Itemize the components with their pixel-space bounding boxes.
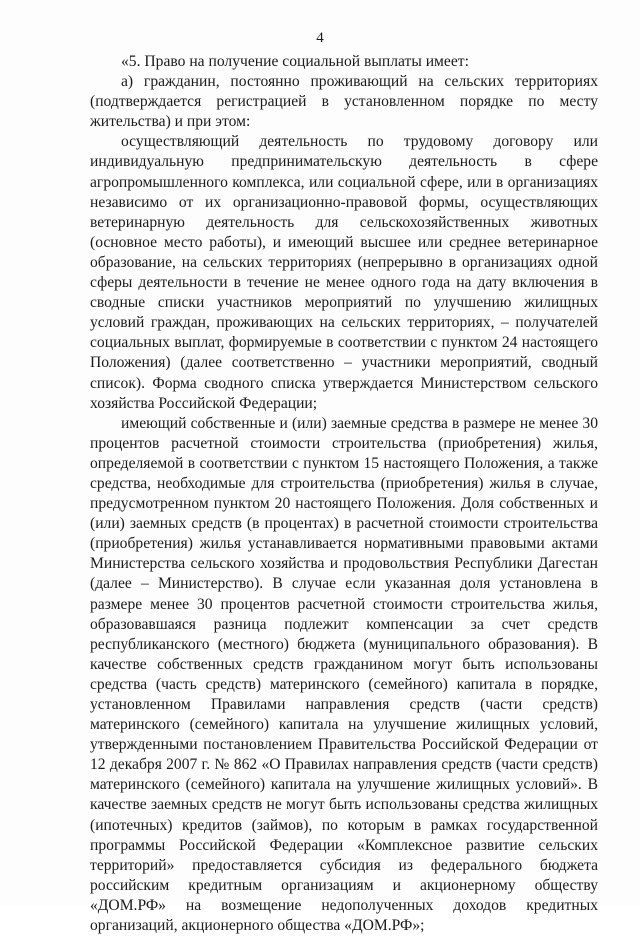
document-body (90, 52, 598, 936)
paragraph-subclause-a: а) гражданин, постоянно проживающий на сельских территориях (подтверждается регистрацией в установленном порядке по месту жительства) и при этом: (90, 73, 598, 131)
paragraph-clause-5-heading: «5. Право на получение социальной выплаты имеет: (121, 53, 469, 70)
paragraph-funds-condition: имеющий собственные и (или) заемные средства в размере не менее 30 процентов расчетной стоимости строительства (приобретения) жилья, определяемой в соответствии с пунктом 15 настоящего Положения, а также средства, необходимые для строительства (приобретения) жилья в случае, предусмотренном пунктом 20 настоящего Положения. Доля собственных и (или) заемных средств (в процентах) в расчетной стоимости строительства (приобретения) жилья устанавливается нормативными правовыми актами Министерства сельского хозяйства и продовольствия Республики Дагестан (далее – Министерство). В случае если указанная доля установлена в размере менее 30 процентов расчетной стоимости строительства жилья, образовавшаяся разница подлежит компенсации за счет средств республиканского (местного) бюджета (муниципального образования). В качестве собственных средств гражданином могут быть использованы средства (часть средств) материнского (семейного) капитала в порядке, установленном Правилами направления средств (части средств) материнского (семейного) капитала на улучшение жилищных условий, утвержденными постановлением Правительства Российской Федерации от 12 декабря 2007 г. № 862 «О Правилах направления средств (части средств) материнского (семейного) капитала на улучшение жилищных условий». В качестве заемных средств не могут быть использованы средства жилищных (ипотечных) кредитов (займов), по которым в рамках государственной программы Российской Федерации «Комплексное развитие сельских территорий» предоставляется субсидия из федерального бюджета российским кредитным организациям и акционерному обществу «ДОМ.РФ» на возмещение недополученных доходов кредитных организаций, акционерного общества «ДОМ.РФ»; (90, 414, 598, 935)
page-number: 4 (316, 30, 324, 46)
paragraph-employment-condition: осуществляющий деятельность по трудовому договору или индивидуальную предпринимательскую деятельность в сфере агропромышленного комплекса, или социальной сфере, или в организациях независимо от их организационно-правовой формы, осуществляющих ветеринарную деятельность для сельскохозяйственных животных (основное место работы), и имеющий высшее или среднее ветеринарное образование, на сельских территориях (непрерывно в организациях одной сферы деятельности в течение не менее одного года на дату включения в сводные списки участников мероприятий по улучшению жилищных условий граждан, проживающих на сельских территориях, – получателей социальных выплат, формируемые в соответствии с пунктом 24 настоящего Положения) (далее соответственно – участники мероприятий, сводный список). Форма сводного списка утверждается Министерством сельского хозяйства Российской Федерации; (90, 133, 598, 412)
